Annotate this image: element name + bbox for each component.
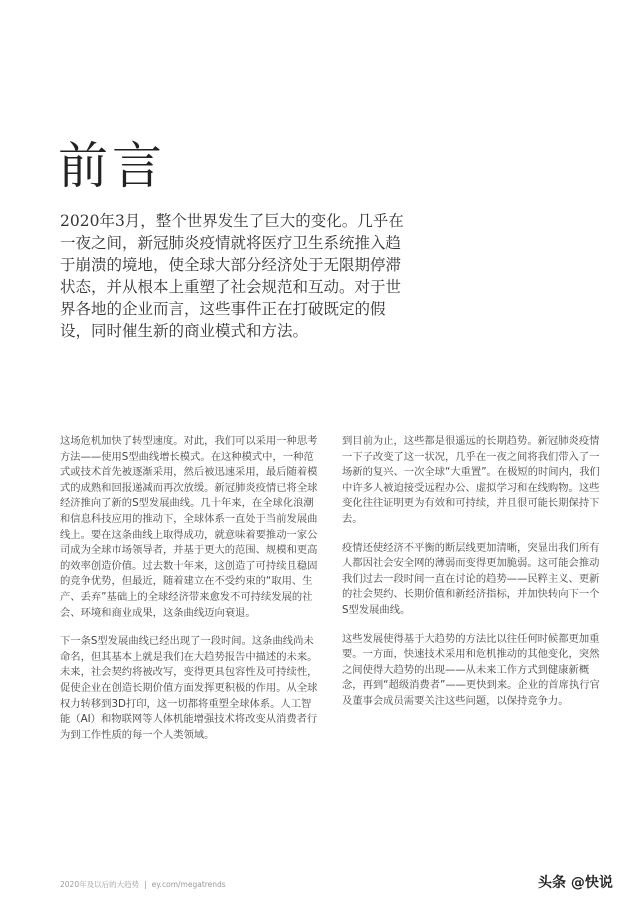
footer-separator: | xyxy=(144,880,147,889)
footer-url[interactable]: ey.com/megatrends xyxy=(151,880,226,889)
left-column xyxy=(60,434,318,756)
lead-paragraph: 2020年3月，整个世界发生了巨大的变化。几乎在一夜之间，新冠肺炎疫情就将医疗卫生系统推入趋于崩溃的境地，使全球大部分经济处于无限期停滞状态，并从根本上重塑了社会规范和互动。对于世界各地的企业而言，这些事件正在打破既定的假设，同时催生新的商业模式和方法。 xyxy=(60,212,404,340)
body-paragraph: 下一条S型发展曲线已经出现了一段时间。这条曲线尚未命名，但其基本上就是我们在大趋势报告中描述的未来。未来，社会契约将被改写，变得更具包容性及可持续性，促使企业在创造长期价值方面发挥更积极的作用。从全球权力转移到3D打印，这一切都将重塑全球体系。人工智能（AI）和物联网等人体机能增强技术将改变从消费者行为到工作性质的每一个人类领域。 xyxy=(60,635,318,741)
body-paragraph: 疫情还使经济不平衡的断层线更加清晰，突显出我们所有人都因社会安全网的薄弱而变得更加脆弱。这可能会推动我们过去一段时间一直在讨论的趋势——民粹主义、更新的社会契约、长期价值和新经济指标，并加快转向下一个S型发展曲线。 xyxy=(342,541,600,616)
footer-report-title: 2020年及以后的大趋势 xyxy=(60,880,140,889)
right-column xyxy=(342,434,600,723)
body-paragraph: 到目前为止，这些都是很遥远的长期趋势。新冠肺炎疫情一下子改变了这一状况，几乎在一夜之间将我们带入了一场新的复兴、一次全球“大重置”。在极短的时间内，我们中许多人被迫接受远程办公、虚拟学习和在线购物。这些变化往往证明更为有效和可持续，并且很可能长期保持下去。 xyxy=(342,435,600,525)
page-footer xyxy=(60,879,226,890)
body-paragraph: 这场危机加快了转型速度。对此，我们可以采用一种思考方法——使用S型曲线增长模式。在这种模式中，一种范式或技术首先被逐渐采用，然后被迅速采用，最后随着模式的成熟和回报递减而再次放缓。新冠肺炎疫情已将全球经济推向了新的S型发展曲线。几十年来，在全球化浪潮和信息科技应用的推动下，全球体系一直处于当前发展曲线上。要在这条曲线上取得成功，就意味着要推动一家公司成为全球市场领导者，并基于更大的范围、规模和更高的效率创造价值。过去数十年来，这创造了可持续且稳固的竞争优势，但最近，随着建立在不受约束的“取用、生产、丢弃”基础上的全球经济带来愈发不可持续发展的社会、环境和商业成果，这条曲线迈向衰退。 xyxy=(60,435,318,619)
body-paragraph: 这些发展使得基于大趋势的方法比以往任何时候都更加重要。一方面，快速技术采用和危机推动的其他变化，突然之间使得大趋势的出现——从未来工作方式到健康新概念，再到“超级消费者”——更快到来。企业的首席执行官及董事会成员需要关注这些问题，以保持竞争力。 xyxy=(342,632,600,707)
watermark: 头条 @快说 xyxy=(538,875,613,891)
page-title: 前言 xyxy=(58,137,166,195)
